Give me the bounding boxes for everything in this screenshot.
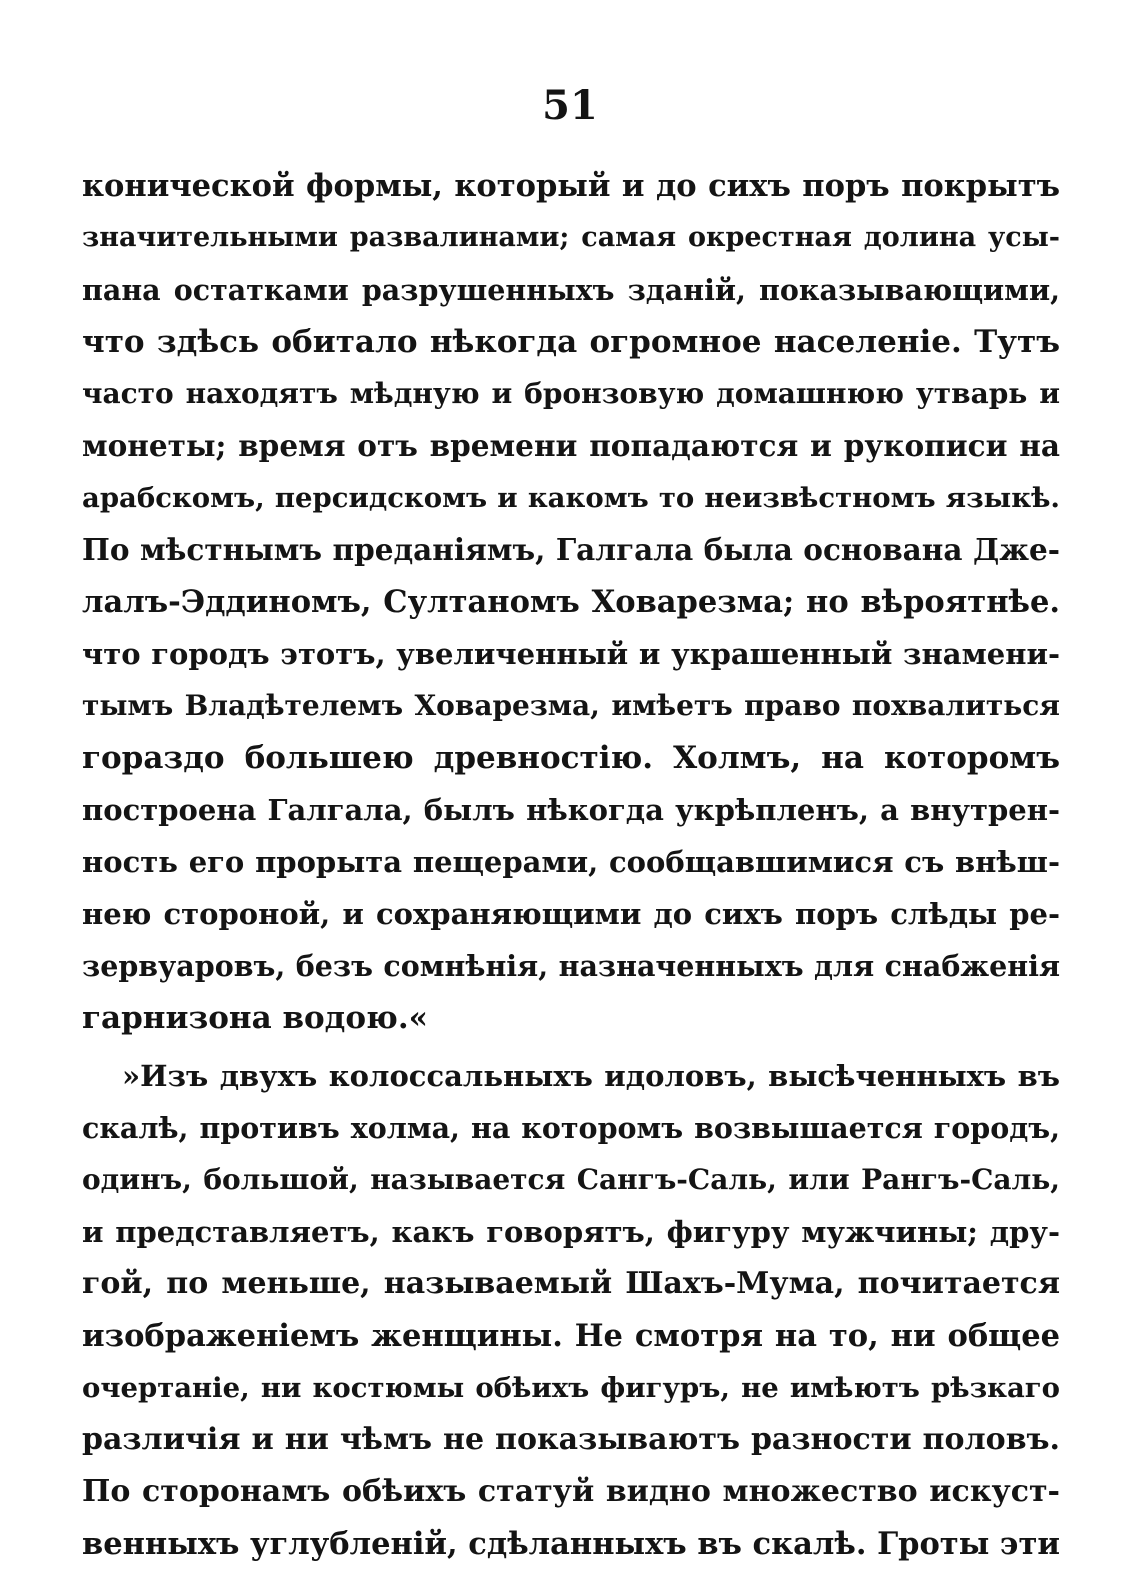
text-line: зервуаровъ, безъ сомнѣнія, назначенныхъ для снабженія	[82, 949, 1060, 983]
text-line: гораздо большею древностію. Холмъ, на которомъ	[82, 740, 1060, 776]
text-line: »Изъ двухъ колоссальныхъ идоловъ, высѣченныхъ въ	[122, 1059, 1060, 1093]
text-line: нею стороной, и сохраняющими до сихъ поръ слѣды ре-	[82, 897, 1060, 931]
body-text	[82, 160, 1060, 1570]
text-line: одинъ, большой, называется Сангъ-Саль, или Рангъ-Саль,	[82, 1163, 1060, 1196]
text-line: изображеніемъ женщины. Не смотря на то, ни общее	[82, 1318, 1060, 1354]
text-line: арабскомъ, персидскомъ и какомъ то неизвѣстномъ языкѣ.	[82, 482, 1060, 514]
text-line: пана остатками разрушенныхъ зданій, показывающими,	[82, 273, 1060, 307]
text-line: что здѣсь обитало нѣкогда огромное населеніе. Тутъ	[82, 324, 1060, 360]
paragraph	[82, 1050, 1060, 1570]
text-line: очертаніе, ни костюмы обѣихъ фигуръ, не имѣютъ рѣзкаго	[82, 1372, 1060, 1404]
page-number: 51	[542, 82, 598, 129]
paragraph	[82, 160, 1060, 1044]
text-line: лалъ-Эддиномъ, Султаномъ Ховарезма; но вѣроятнѣе.	[82, 584, 1060, 620]
text-line: гой, по меньше, называемый Шахъ-Мума, почитается	[82, 1266, 1060, 1301]
text-line: часто находятъ мѣдную и бронзовую домашнюю утварь и	[82, 377, 1060, 410]
text-line: гарнизона водою.«	[82, 1000, 428, 1036]
text-line: и представляетъ, какъ говорятъ, фигуру мужчины; дру-	[82, 1215, 1060, 1249]
text-line: построена Галгала, былъ нѣкогда укрѣпленъ, а внутрен-	[82, 793, 1060, 827]
text-line: различія и ни чѣмъ не показываютъ разности половъ.	[82, 1422, 1060, 1457]
text-line: ность его прорыта пещерами, сообщавшимися съ внѣш-	[82, 845, 1060, 879]
text-line: По сторонамъ обѣихъ статуй видно множество искуст-	[82, 1474, 1060, 1509]
text-line: конической формы, который и до сихъ поръ покрытъ	[82, 168, 1060, 204]
text-line: монеты; время отъ времени попадаются и рукописи на	[82, 428, 1060, 463]
text-line: тымъ Владѣтелемъ Ховарезма, имѣетъ право похвалиться	[82, 689, 1060, 722]
text-line: По мѣстнымъ преданіямъ, Галгала была основана Дже-	[82, 532, 1060, 567]
text-line: венныхъ углубленій, сдѣланныхъ въ скалѣ. Гроты эти	[82, 1526, 1060, 1562]
text-line: скалѣ, противъ холма, на которомъ возвышается городъ,	[82, 1111, 1060, 1145]
text-line: что городъ этотъ, увеличенный и украшенный знамени-	[82, 637, 1060, 671]
text-line: значительными развалинами; самая окрестная долина усы-	[82, 222, 1060, 253]
